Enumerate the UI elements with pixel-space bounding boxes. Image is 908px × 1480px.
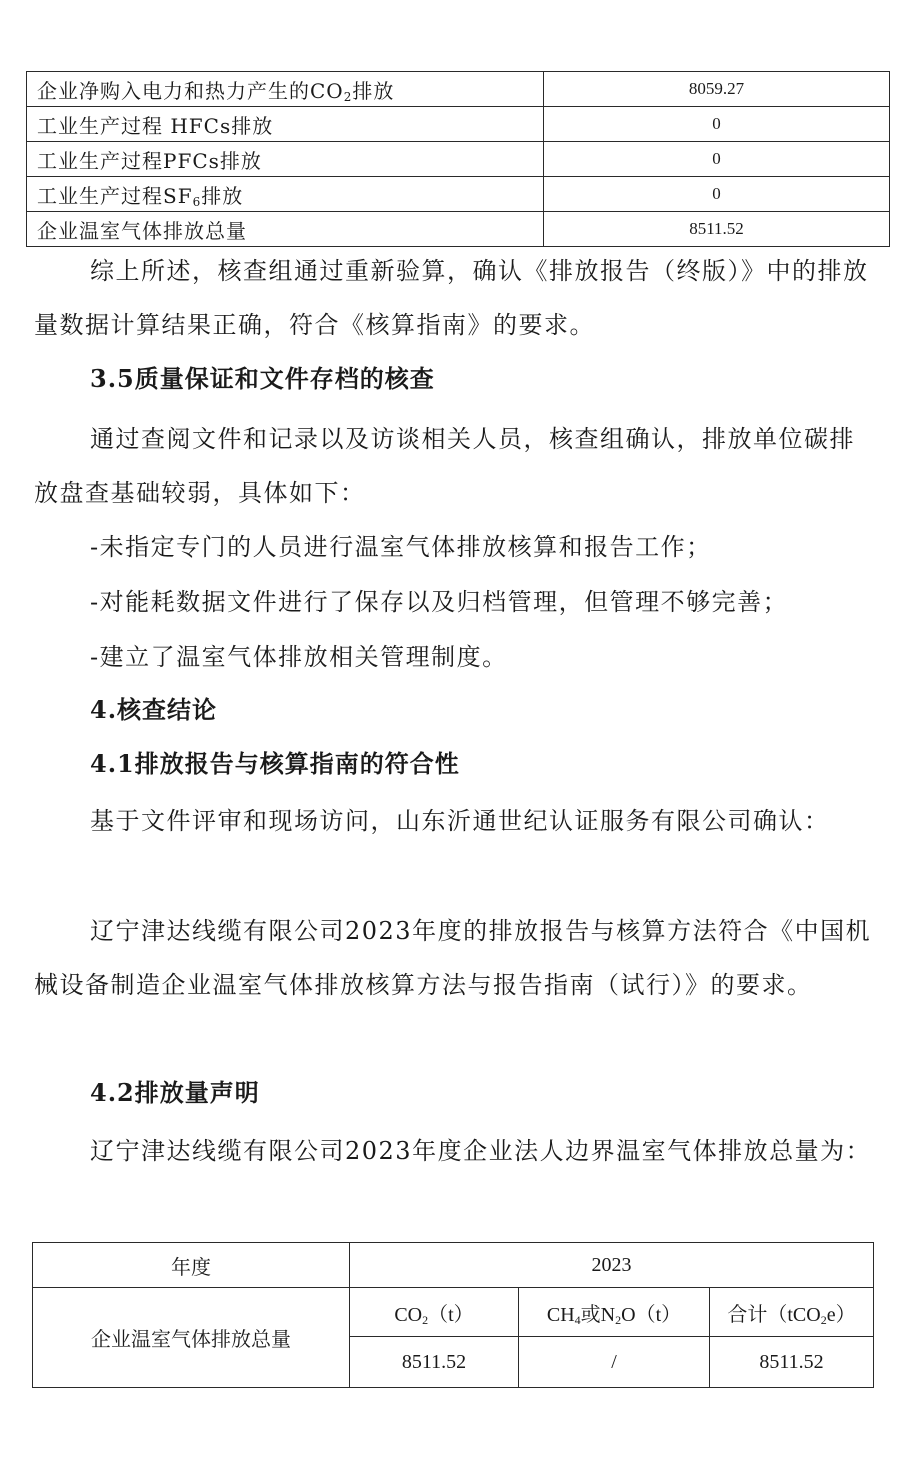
section-4-1-paragraph-1: 基于文件评审和现场访问，山东沂通世纪认证服务有限公司确认： [90, 807, 830, 835]
row-label: 企业净购入电力和热力产生的$CO_2$排放 [27, 72, 544, 107]
bullet-item: -对能耗数据文件进行了保存以及归档管理，但管理不够完善； [90, 588, 789, 616]
table-row [33, 1243, 874, 1288]
total-value-cell: 8511.52 [710, 1337, 874, 1388]
row-label: 工业生产过程$SF_6$排放 [27, 177, 544, 212]
year-cell: 2023 [350, 1243, 874, 1288]
section-3-5-paragraph: 通过查阅文件和记录以及访谈相关人员，核查组确认，排放单位碳排放盘查基础较弱，具体如下： [34, 425, 855, 507]
table-row [27, 72, 890, 107]
summary-paragraph: 综上所述，核查组通过重新验算，确认《排放报告（终版）》中的排放量数据计算结果正确，符合《核算指南》的要求。 [34, 257, 869, 339]
row-value: 0 [544, 107, 890, 142]
emissions-breakdown-table [26, 71, 890, 247]
section-4-1-paragraph-2: 辽宁津达线缆有限公司2023年度的排放报告与核算方法符合《中国机械设备制造企业温室气体排放核算方法与报告指南（试行）》的要求。 [34, 917, 872, 999]
ch4-n2o-value-cell: / [519, 1337, 710, 1388]
total-label-cell: 企业温室气体排放总量 [33, 1288, 350, 1388]
row-label: 工业生产过程 HFCs排放 [27, 107, 544, 142]
ch4-n2o-header-cell: $CH_4$或$N_2O(t)$ [519, 1288, 710, 1337]
row-label: 企业温室气体排放总量 [27, 212, 544, 247]
bullet-item: -未指定专门的人员进行温室气体排放核算和报告工作； [90, 533, 712, 561]
row-label: 工业生产过程PFCs排放 [27, 142, 544, 177]
table-row [27, 107, 890, 142]
bullet-item: -建立了温室气体排放相关管理制度。 [90, 643, 508, 671]
total-header-cell: 合计（tCO$_2$e） [710, 1288, 874, 1337]
row-value: 8511.52 [544, 212, 890, 247]
table-row [27, 212, 890, 247]
year-header-cell: 年度 [33, 1243, 350, 1288]
table-row [33, 1288, 874, 1337]
section-4-2-heading: 4.2排放量声明 [90, 1078, 260, 1107]
co2-header-cell: $CO_2(t)$ [350, 1288, 519, 1337]
table-row [27, 142, 890, 177]
table-row [27, 177, 890, 212]
row-value: 0 [544, 142, 890, 177]
section-3-5-heading: 3.5质量保证和文件存档的核查 [90, 364, 435, 393]
section-4-heading: 4.核查结论 [90, 695, 218, 724]
emissions-declaration-table [32, 1242, 874, 1388]
section-4-1-heading: 4.1排放报告与核算指南的符合性 [90, 749, 460, 778]
co2-value-cell: 8511.52 [350, 1337, 519, 1388]
row-value: 0 [544, 177, 890, 212]
section-4-2-paragraph: 辽宁津达线缆有限公司2023年度企业法人边界温室气体排放总量为： [90, 1137, 872, 1165]
row-value: 8059.27 [544, 72, 890, 107]
